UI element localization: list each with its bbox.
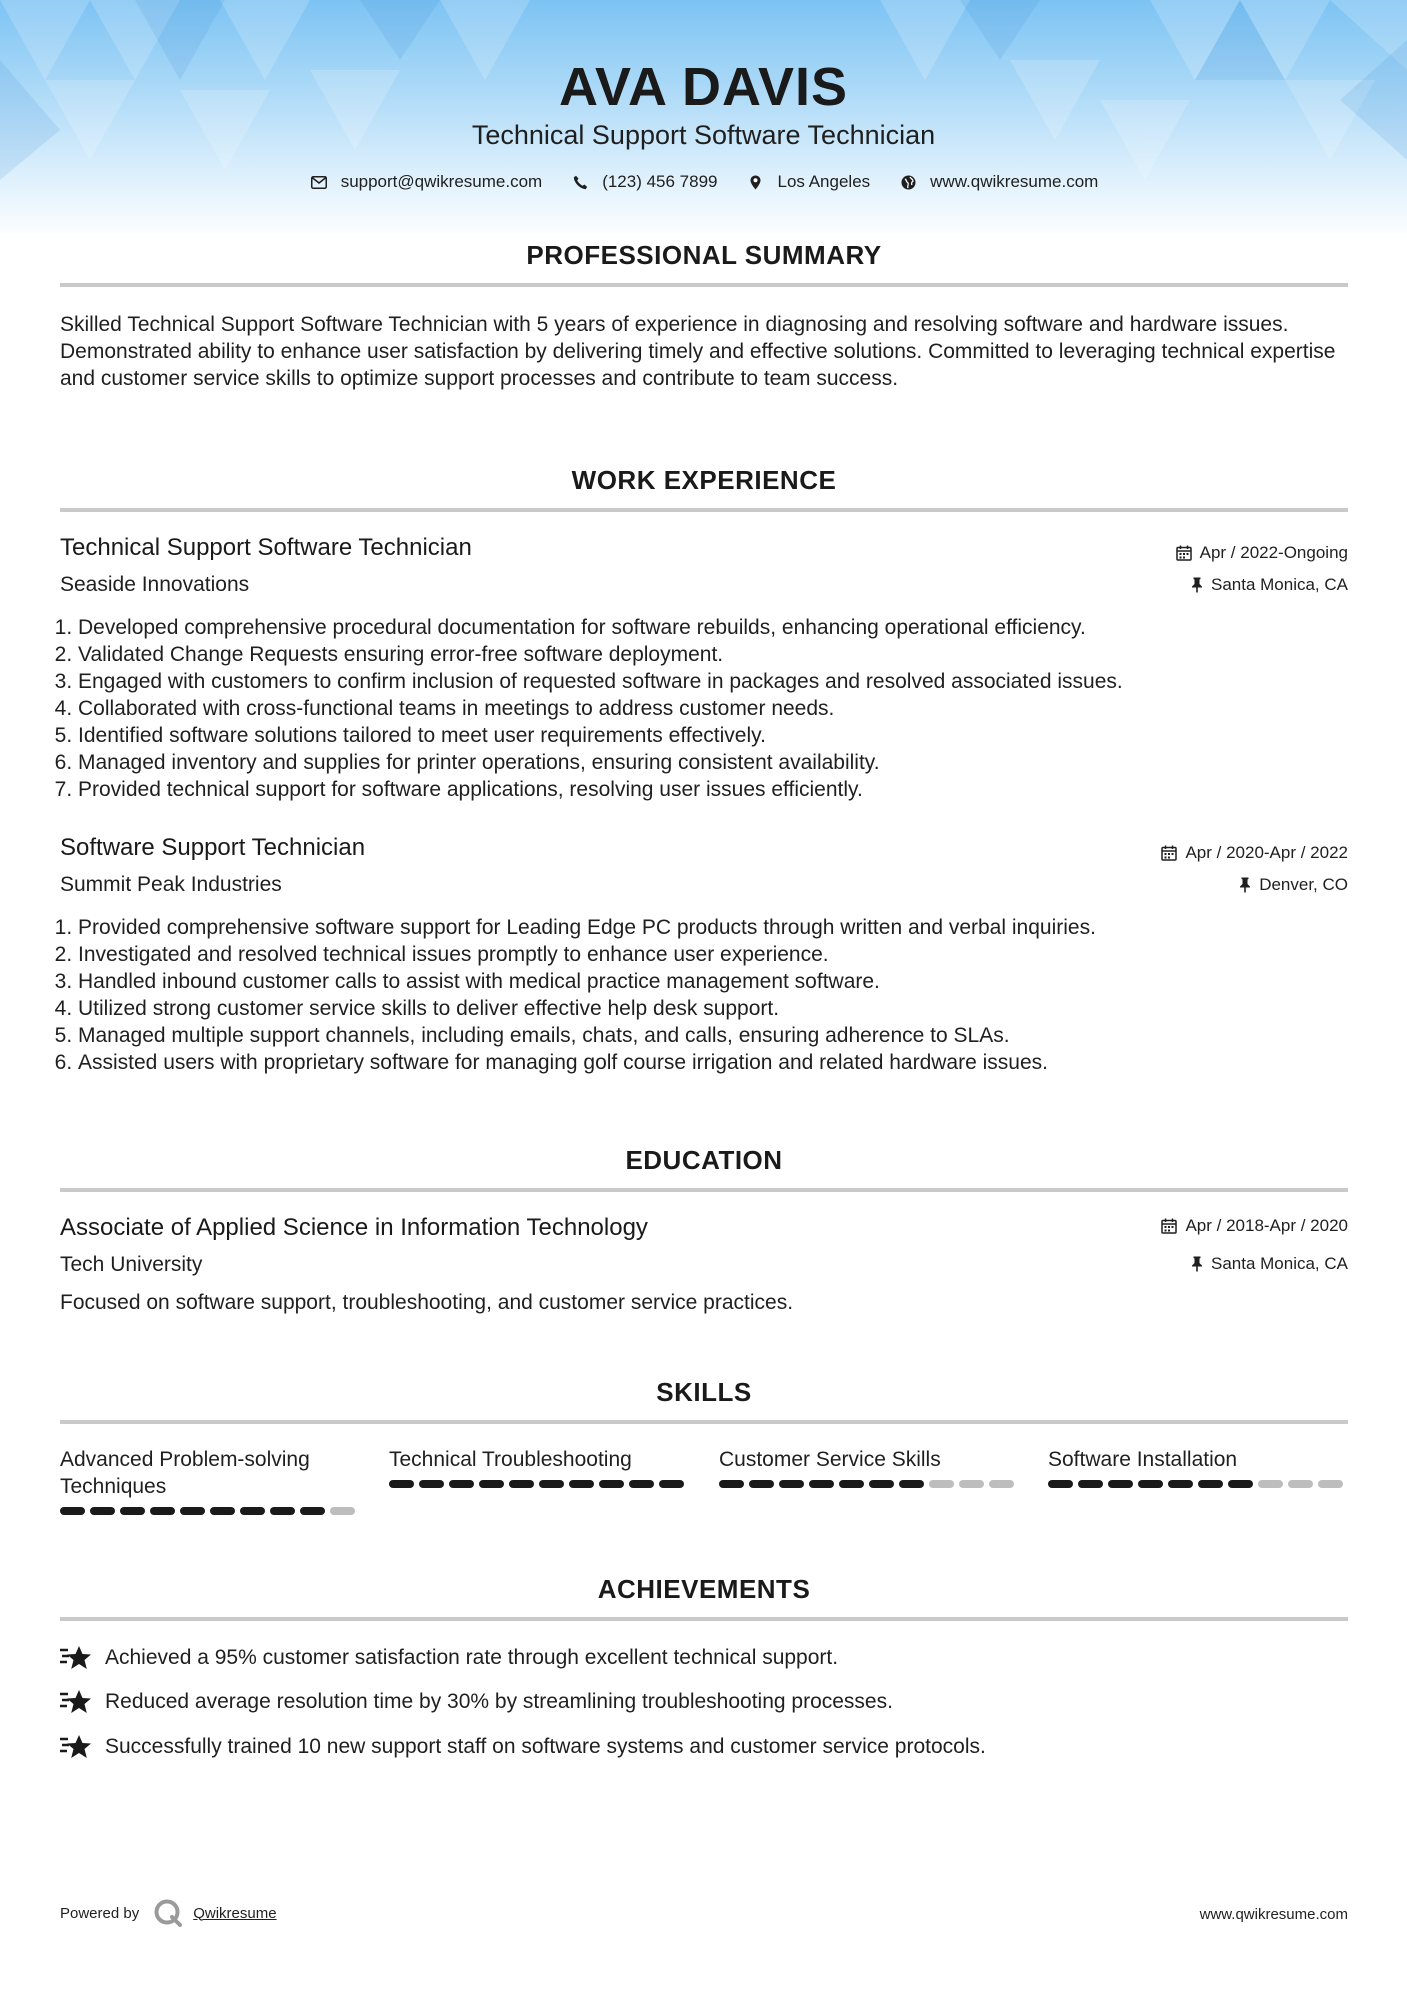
job-dates xyxy=(1176,543,1348,563)
degree-title: Associate of Applied Science in Information Technology xyxy=(60,1214,648,1241)
skill-level-bar xyxy=(389,1480,689,1488)
envelope-icon xyxy=(309,172,329,192)
skill-segment-filled xyxy=(90,1507,115,1515)
skill-name: Advanced Problem-solving Techniques xyxy=(60,1448,310,1498)
summary-text: Skilled Technical Support Software Technician with 5 years of experience in diagnosing and resolving software and hardware issues. Demonstrated ability to enhance user satisfaction by delivering timely and effective solutions. Committed to leveraging technical expertise and customer service skills to optimize support processes and contribute to team success. xyxy=(60,313,1336,390)
skill-item xyxy=(719,1446,1019,1488)
contact-email[interactable] xyxy=(309,172,543,192)
qwikresume-link[interactable]: Qwikresume xyxy=(193,1904,277,1922)
skill-segment-filled xyxy=(389,1480,414,1488)
skill-segment-filled xyxy=(479,1480,504,1488)
candidate-name: AVA DAVIS xyxy=(558,57,849,117)
pushpin-icon xyxy=(1239,877,1251,893)
skill-segment-empty xyxy=(959,1480,984,1488)
summary-heading: PROFESSIONAL SUMMARY xyxy=(526,240,882,270)
list-item: 3. Handled inbound customer calls to assist with medical practice management software. xyxy=(78,968,1366,995)
contact-website[interactable] xyxy=(898,172,1098,192)
skill-segment-filled xyxy=(60,1507,85,1515)
job-location xyxy=(1191,575,1348,595)
contact-location-text: Los Angeles xyxy=(777,172,871,191)
list-item: 3. Engaged with customers to confirm inclusion of requested software in packages and resolved associated issues. xyxy=(78,668,1366,695)
skill-name: Technical Troubleshooting xyxy=(389,1448,632,1471)
skill-segment-filled xyxy=(659,1480,684,1488)
job-location-text: Denver, CO xyxy=(1259,875,1348,894)
skill-segment-filled xyxy=(749,1480,774,1488)
skill-segment-filled xyxy=(899,1480,924,1488)
footer-powered-by xyxy=(60,1898,277,1928)
achievement-text: Reduced average resolution time by 30% by streamlining troubleshooting processes. xyxy=(105,1690,893,1713)
education-location-text: Santa Monica, CA xyxy=(1210,1254,1348,1273)
list-item: 6. Managed inventory and supplies for printer operations, ensuring consistent availability. xyxy=(78,749,1366,776)
qwikresume-logo-icon xyxy=(153,1898,183,1928)
skill-level-bar xyxy=(719,1480,1019,1488)
contact-bar xyxy=(0,172,1407,192)
calendar-icon xyxy=(1161,1218,1177,1234)
skill-level-bar xyxy=(60,1507,360,1515)
experience-divider xyxy=(60,508,1348,512)
skill-segment-filled xyxy=(779,1480,804,1488)
skill-item xyxy=(60,1446,360,1515)
contact-email-text: support@qwikresume.com xyxy=(340,172,543,191)
skill-segment-filled xyxy=(1138,1480,1163,1488)
skill-segment-filled xyxy=(150,1507,175,1515)
achievement-text: Achieved a 95% customer satisfaction rate through excellent technical support. xyxy=(105,1646,839,1669)
achievements-heading: ACHIEVEMENTS xyxy=(597,1574,811,1604)
job-bullet-list xyxy=(60,614,1366,803)
achievement-item xyxy=(60,1733,986,1761)
skill-segment-filled xyxy=(719,1480,744,1488)
skill-segment-filled xyxy=(839,1480,864,1488)
job-title: Software Support Technician xyxy=(60,834,366,861)
contact-location xyxy=(746,172,871,192)
star-award-icon xyxy=(60,1688,92,1716)
skill-segment-filled xyxy=(1228,1480,1253,1488)
list-item: 4. Utilized strong customer service skills to deliver effective help desk support. xyxy=(78,995,1366,1022)
list-item: 6. Assisted users with proprietary software for managing golf course irrigation and related hardware issues. xyxy=(78,1049,1366,1076)
job-company: Summit Peak Industries xyxy=(60,873,282,896)
skill-segment-filled xyxy=(809,1480,834,1488)
skill-name: Customer Service Skills xyxy=(719,1448,941,1471)
star-award-icon xyxy=(60,1644,92,1672)
skill-segment-filled xyxy=(599,1480,624,1488)
skill-segment-filled xyxy=(629,1480,654,1488)
list-item: 5. Managed multiple support channels, including emails, chats, and calls, ensuring adherence to SLAs. xyxy=(78,1022,1366,1049)
education-dates xyxy=(1161,1216,1348,1236)
skill-segment-filled xyxy=(1168,1480,1193,1488)
list-item: 2. Investigated and resolved technical issues promptly to enhance user experience. xyxy=(78,941,1366,968)
list-item: 1. Developed comprehensive procedural documentation for software rebuilds, enhancing operational efficiency. xyxy=(78,614,1366,641)
skill-segment-empty xyxy=(1258,1480,1283,1488)
job-dates-text: Apr / 2020-Apr / 2022 xyxy=(1185,843,1348,862)
candidate-title: Technical Support Software Technician xyxy=(471,120,936,150)
education-dates-text: Apr / 2018-Apr / 2020 xyxy=(1185,1216,1348,1235)
skill-segment-filled xyxy=(270,1507,295,1515)
achievement-text: Successfully trained 10 new support staff on software systems and customer service protocols. xyxy=(105,1735,986,1758)
education-heading: EDUCATION xyxy=(625,1145,783,1175)
skills-divider xyxy=(60,1420,1348,1424)
skill-segment-filled xyxy=(300,1507,325,1515)
skill-segment-filled xyxy=(869,1480,894,1488)
skill-segment-empty xyxy=(989,1480,1014,1488)
skill-name: Software Installation xyxy=(1048,1448,1238,1471)
job-title: Technical Support Software Technician xyxy=(60,534,472,561)
skill-segment-filled xyxy=(120,1507,145,1515)
skill-segment-empty xyxy=(929,1480,954,1488)
skill-segment-filled xyxy=(509,1480,534,1488)
phone-icon xyxy=(570,172,590,192)
skill-segment-filled xyxy=(240,1507,265,1515)
list-item: 7. Provided technical support for software applications, resolving user issues efficiently. xyxy=(78,776,1366,803)
skill-segment-filled xyxy=(1078,1480,1103,1488)
star-award-icon xyxy=(60,1733,92,1761)
summary-divider xyxy=(60,283,1348,287)
skill-segment-filled xyxy=(449,1480,474,1488)
achievements-divider xyxy=(60,1617,1348,1621)
achievement-item xyxy=(60,1644,838,1672)
contact-phone-text: (123) 456 7899 xyxy=(602,172,718,191)
skill-segment-filled xyxy=(1198,1480,1223,1488)
skill-level-bar xyxy=(1048,1480,1348,1488)
job-location xyxy=(1239,875,1348,895)
skill-segment-filled xyxy=(569,1480,594,1488)
list-item: 1. Provided comprehensive software support for Leading Edge PC products through written and verbal inquiries. xyxy=(78,914,1366,941)
calendar-icon xyxy=(1161,845,1177,861)
job-bullet-list xyxy=(60,914,1366,1076)
skills-heading: SKILLS xyxy=(656,1377,752,1407)
skill-item xyxy=(389,1446,689,1488)
skill-segment-filled xyxy=(1048,1480,1073,1488)
list-item: 4. Collaborated with cross-functional teams in meetings to address customer needs. xyxy=(78,695,1366,722)
skill-segment-empty xyxy=(330,1507,355,1515)
skill-segment-filled xyxy=(539,1480,564,1488)
footer-website[interactable]: www.qwikresume.com xyxy=(1199,1906,1348,1923)
list-item: 5. Identified software solutions tailored to meet user requirements effectively. xyxy=(78,722,1366,749)
pushpin-icon xyxy=(1191,577,1203,593)
skill-segment-filled xyxy=(210,1507,235,1515)
education-location xyxy=(1191,1254,1348,1274)
contact-website-text: www.qwikresume.com xyxy=(930,172,1099,191)
calendar-icon xyxy=(1176,545,1192,561)
job-dates-text: Apr / 2022-Ongoing xyxy=(1199,543,1348,562)
achievement-item xyxy=(60,1688,893,1716)
globe-icon xyxy=(898,172,918,192)
list-item: 2. Validated Change Requests ensuring error-free software deployment. xyxy=(78,641,1366,668)
education-divider xyxy=(60,1188,1348,1192)
map-pin-icon xyxy=(746,172,766,192)
job-location-text: Santa Monica, CA xyxy=(1210,575,1348,594)
education-description: Focused on software support, troubleshooting, and customer service practices. xyxy=(60,1291,794,1314)
skill-segment-filled xyxy=(1108,1480,1133,1488)
pushpin-icon xyxy=(1191,1256,1203,1272)
job-dates xyxy=(1161,843,1348,863)
skill-segment-empty xyxy=(1288,1480,1313,1488)
skill-segment-empty xyxy=(1318,1480,1343,1488)
contact-phone[interactable] xyxy=(570,172,717,192)
powered-by-label: Powered by xyxy=(60,1904,140,1922)
skill-item xyxy=(1048,1446,1348,1488)
school-name: Tech University xyxy=(60,1253,203,1276)
experience-heading: WORK EXPERIENCE xyxy=(571,465,837,495)
skill-segment-filled xyxy=(419,1480,444,1488)
job-company: Seaside Innovations xyxy=(60,573,250,596)
skill-segment-filled xyxy=(180,1507,205,1515)
